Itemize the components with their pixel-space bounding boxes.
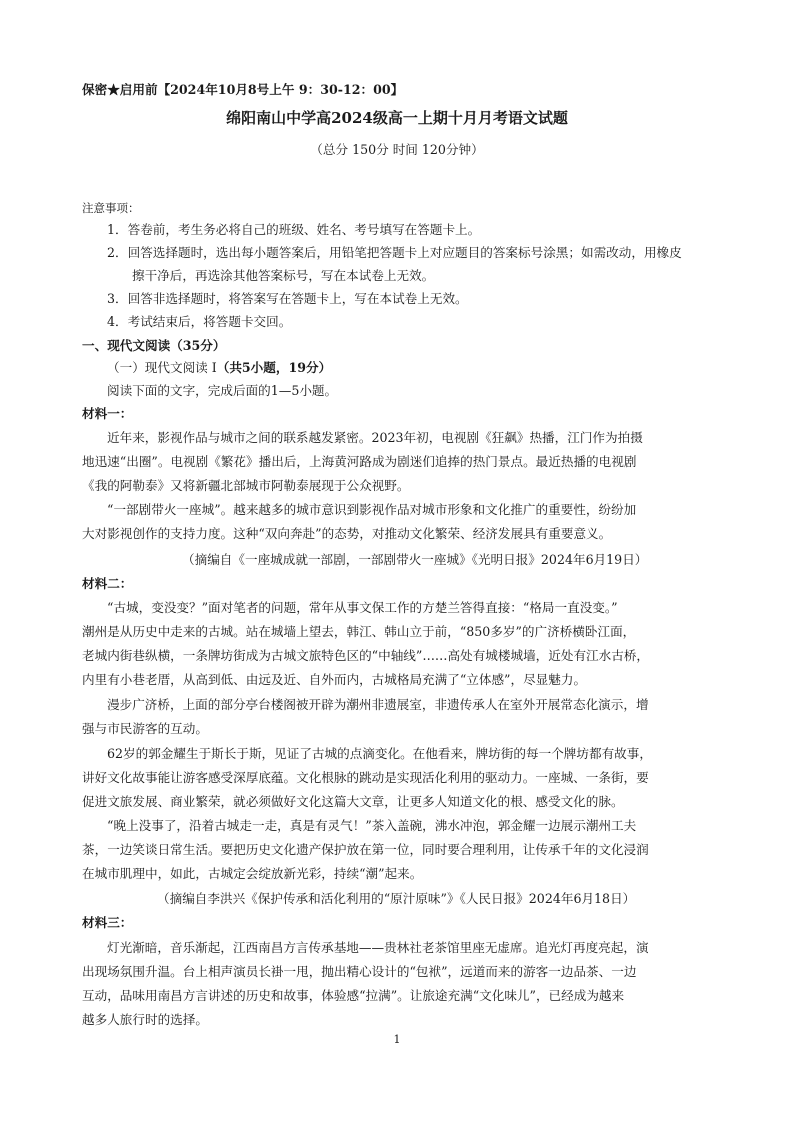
paragraph-line: “古城，变没变？”面对笔者的问题，常年从事文保工作的方楚兰答得直接：“格局一直没变。”	[107, 600, 618, 615]
paragraph-line: 地迅速“出圈”。电视剧《繁花》播出后，上海黄河路成为剧迷们追捧的热门景点。最近热播的电视剧	[82, 454, 637, 469]
paragraph-line: 内里有小巷老厝，从高到低、由远及近、自外而内，古城格局充满了“立体感”，尽显魅力。	[82, 672, 587, 687]
section-heading: 一、现代文阅读（35分）	[82, 338, 226, 353]
subsection-score: （共5小题，19分）	[216, 360, 332, 375]
notice-item: 2．回答选择题时，选出每小题答案后，用铅笔把答题卡上对应题目的答案标号涂黑；如需改动，用橡皮	[107, 245, 682, 260]
paragraph-line: 在城市肌理中，如此，古城定会绽放新光彩，持续“潮”起来。	[82, 866, 423, 881]
paragraph-line: 讲好文化故事能让游客感受深厚底蕴。文化根脉的跳动是实现活化利用的驱动力。一座城、一条街，要	[82, 770, 649, 785]
paragraph-line: 促进文旅发展、商业繁荣，就必须做好文化这篇大文章，让更多人知道文化的根、感受文化的脉。	[82, 794, 624, 809]
notice-item: 1．答卷前，考生务必将自己的班级、姓名、考号填写在答题卡上。	[107, 222, 481, 237]
exam-subtitle: （总分 150分 时间 120分钟）	[310, 142, 484, 157]
paragraph-line: 老城内街巷纵横，一条牌坊街成为古城文旅特色区的“中轴线”……高处有城楼城墙，近处有江水古桥，	[82, 648, 650, 663]
paragraph-line: 《我的阿勒泰》又将新疆北部城市阿勒泰展现于公众视野。	[82, 478, 410, 493]
source-citation: （摘编自《一座城成就一部剧，一部剧带火一座城》《光明日报》2024年6月19日）	[182, 552, 648, 567]
paragraph-line: 灯光渐暗，音乐渐起，江西南昌方言传承基地——贵林社老茶馆里座无虚席。追光灯再度亮起，演	[107, 940, 649, 955]
exam-title: 绵阳南山中学高2024级高一上期十月月考语文试题	[226, 109, 568, 127]
paragraph-line: 近年来，影视作品与城市之间的联系越发紧密。2023年初，电视剧《狂飙》热播，江门作为拍摄	[107, 430, 643, 445]
paragraph-line: 茶，一边笑谈日常生活。要把历史文化遗产保护放在第一位，同时要合理利用，让传承千年的文化浸润	[82, 842, 649, 857]
material-label: 材料二：	[82, 576, 133, 591]
material-label: 材料三：	[82, 915, 133, 930]
paragraph-line: 大对影视创作的支持力度。这种“双向奔赴”的态势，对推动文化繁荣、经济发展具有重要意义。	[82, 526, 612, 541]
paragraph-line: 潮州是从历史中走来的古城。站在城墙上望去，韩江、韩山立于前，“850多岁”的广济桥横卧江面，	[82, 624, 636, 639]
paragraph-line: 互动，品味用南昌方言讲述的历史和故事，体验感“拉满”。让旅途充满“文化味儿”，已经成为越来	[82, 988, 625, 1003]
paragraph-line: “一部剧带火一座城”。越来越多的城市意识到影视作品对城市形象和文化推广的重要性，纷纷加	[107, 502, 637, 517]
notice-item: 4．考试结束后，将答题卡交回。	[107, 314, 292, 329]
paragraph-line: 出现场氛围升温。台上相声演员长褂一甩，抛出精心设计的“包袱”，远道而来的游客一边品茶、一边	[82, 964, 637, 979]
source-citation: （摘编自李洪兴《保护传承和活化利用的“原汁原味”》《人民日报》2024年6月18日）	[157, 891, 636, 906]
paragraph-line: 越多人旅行时的选择。	[82, 1012, 208, 1027]
page-number: 1	[393, 1033, 401, 1046]
subsection-title: （一）现代文阅读 I	[107, 360, 217, 375]
paragraph-line: “晚上没事了，沿着古城走一走，真是有灵气！”茶入盖碗，沸水冲泡，郭金耀一边展示潮州工夫	[107, 818, 637, 833]
paragraph-line: 强与市民游客的互动。	[82, 721, 208, 736]
instruction: 阅读下面的文字，完成后面的1—5小题。	[107, 383, 338, 398]
subsection-heading	[107, 360, 331, 376]
notice-item: 3．回答非选择题时，将答案写在答题卡上，写在本试卷上无效。	[107, 291, 468, 306]
notice-item-cont: 擦干净后，再选涂其他答案标号，写在本试卷上无效。	[132, 268, 435, 283]
notice-heading: 注意事项：	[82, 201, 140, 215]
paragraph-line: 62岁的郭金耀生于斯长于斯，见证了古城的点滴变化。在他看来，牌坊街的每一个牌坊都有故事，	[107, 746, 652, 761]
confidential-line: 保密★启用前【2024年10月8号上午 9：30-12：00】	[82, 82, 404, 97]
paragraph-line: 漫步广济桥，上面的部分亭台楼阁被开辟为潮州非遗展室，非遗传承人在室外开展常态化演示，增	[107, 697, 649, 712]
material-label: 材料一：	[82, 406, 133, 421]
